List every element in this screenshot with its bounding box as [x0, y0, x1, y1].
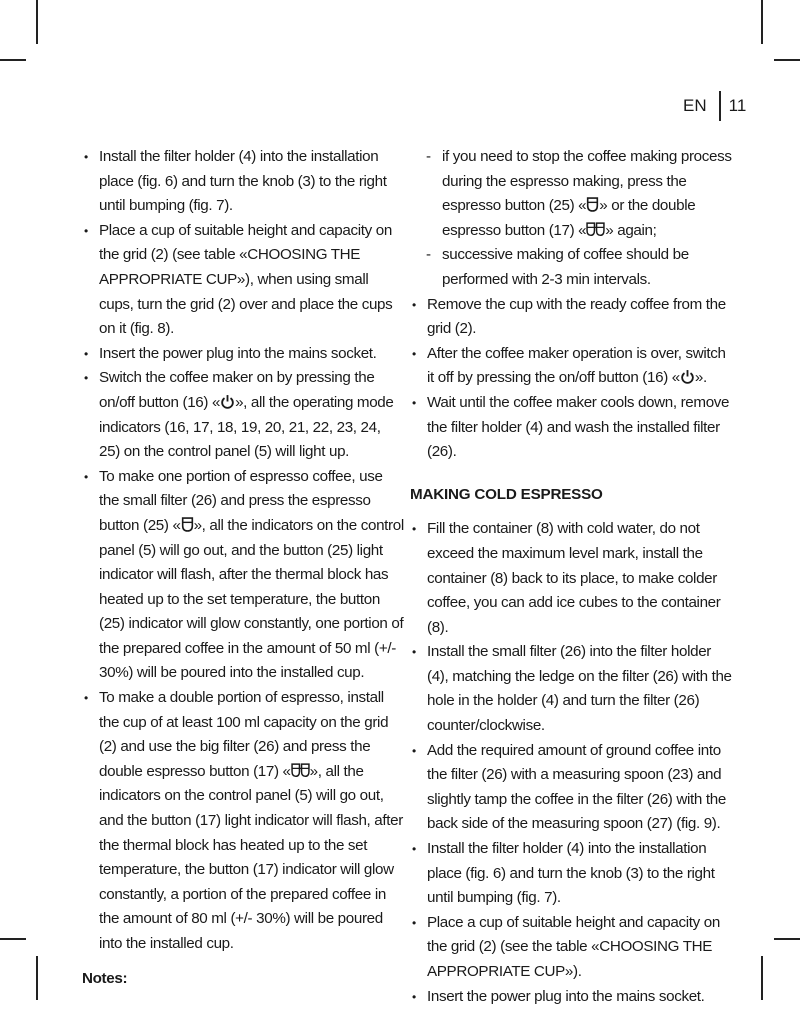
list-item — [410, 739, 736, 837]
list-item — [410, 243, 736, 292]
item-text: Insert the power plug into the mains socket. — [427, 987, 705, 1005]
item-text: » or the double espresso button (17) « — [442, 197, 696, 239]
list-item — [410, 293, 736, 342]
item-text: Insert the power plug into the mains socket. — [99, 344, 377, 362]
item-text: », all the operating mode indicators (16, 17, 18, 19, 20, 21, 22, 23, 24, 25) on the control panel (5) will light up. — [99, 393, 394, 461]
item-text: Remove the cup with the ready coffee from the grid (2). — [427, 295, 726, 338]
list-item — [82, 342, 404, 367]
item-text: After the coffee maker operation is over, switch it off by pressing the on/off button (16) « — [427, 344, 726, 387]
power-icon — [680, 369, 695, 384]
list-item — [410, 391, 736, 465]
list-item — [82, 366, 404, 464]
item-text: Place a cup of suitable height and capacity on the grid (2) (see table «CHOOSING THE APPROPRIATE CUP»), when using small cups, turn the grid (2) over and place the cups on it (fig. 8). — [99, 221, 393, 338]
item-text: Install the small filter (26) into the filter holder (4), matching the ledge on the filter (26) with the hole in the holder (4) and turn the filter (26) counter/clockwise. — [427, 643, 732, 735]
right-bullet-list-a — [410, 293, 736, 465]
power-icon — [220, 394, 235, 409]
crop-mark — [0, 938, 26, 940]
crop-mark — [36, 0, 38, 44]
double-espresso-icon — [291, 763, 310, 778]
right-bullet-list-b — [410, 517, 736, 1009]
espresso-cup-icon — [586, 197, 599, 212]
page-header — [683, 90, 746, 122]
list-item — [410, 640, 736, 738]
notes-dash-list — [410, 145, 736, 293]
list-item — [410, 837, 736, 911]
item-text: Switch the coffee maker on by pressing the on/off button (16) « — [99, 369, 375, 411]
item-text: », all the indicators on the control panel (5) will go out, and the button (25) light indicator will flash, after the thermal block has heated up to the set temperature, the button (25) indicator will glow constantly, one portion of the prepared coffee in the amount of 50 ml (+/- 30%) will be poured into the installed cup. — [99, 516, 404, 682]
list-item — [410, 911, 736, 985]
list-item — [410, 985, 736, 1009]
item-text: » again; — [605, 221, 657, 239]
espresso-cup-icon — [181, 517, 194, 532]
item-text: Fill the container (8) with cold water, do not exceed the maximum level mark, install the container (8) back to its place, to make colder coffee, you can add ice cubes to the container (8). — [427, 520, 721, 636]
item-text: ». — [694, 369, 707, 387]
crop-mark — [774, 59, 800, 61]
item-text: Wait until the coffee maker cools down, remove the filter holder (4) and wash the installed filter (26). — [427, 393, 730, 461]
item-text: To make a double portion of espresso, install the cup of at least 100 ml capacity on the grid (2) and use the big filter (26) and press the double espresso button (17) « — [99, 689, 389, 780]
notes-heading: Notes: — [82, 969, 128, 987]
crop-mark — [761, 956, 763, 1000]
list-item — [82, 686, 404, 957]
item-text: Install the filter holder (4) into the installation place (fig. 6) and turn the knob (3) to the right until bumping (fig. 7). — [99, 148, 387, 215]
item-text: To make one portion of espresso coffee, use the small filter (26) and press the espresso button (25) « — [99, 467, 383, 534]
item-text: successive making of coffee should be performed with 2-3 min intervals. — [442, 246, 689, 288]
left-bullet-list — [82, 145, 404, 957]
list-item — [82, 145, 404, 219]
crop-mark — [0, 59, 26, 61]
crop-mark — [774, 938, 800, 940]
list-item — [410, 145, 736, 243]
item-text: », all the indicators on the control panel (5) will go out, and the button (17) light indicator will flash, after the thermal block has heated up to the set temperature, the button (17) indicator will glow constantly, a portion of the prepared coffee in the amount of 80 ml (+/- 30%) will be poured into the installed cup. — [99, 762, 403, 952]
item-text: if you need to stop the coffee making process during the espresso making, press the espresso button (25) « — [442, 148, 732, 215]
crop-mark — [761, 0, 763, 44]
right-column — [410, 145, 736, 1009]
section-heading: MAKING COLD ESPRESSO — [410, 485, 603, 503]
crop-mark — [36, 956, 38, 1000]
language-code: EN — [683, 96, 707, 115]
list-item — [82, 465, 404, 686]
double-espresso-icon — [586, 222, 605, 237]
item-text: Place a cup of suitable height and capacity on the grid (2) (see the table «CHOOSING THE APPROPRIATE CUP»). — [427, 913, 720, 980]
list-item — [410, 342, 736, 391]
list-item — [82, 219, 404, 342]
item-text: Install the filter holder (4) into the installation place (fig. 6) and turn the knob (3) to the right until bumping (fig. 7). — [427, 840, 715, 907]
list-item — [410, 517, 736, 640]
header-divider — [719, 91, 721, 121]
item-text: Add the required amount of ground coffee into the filter (26) with a measuring spoon (23) and slightly tamp the coffee in the filter (26) with the back side of the measuring spoon (27) (fig. 9). — [427, 741, 726, 833]
left-column — [82, 145, 404, 991]
page-number: 11 — [728, 96, 747, 115]
